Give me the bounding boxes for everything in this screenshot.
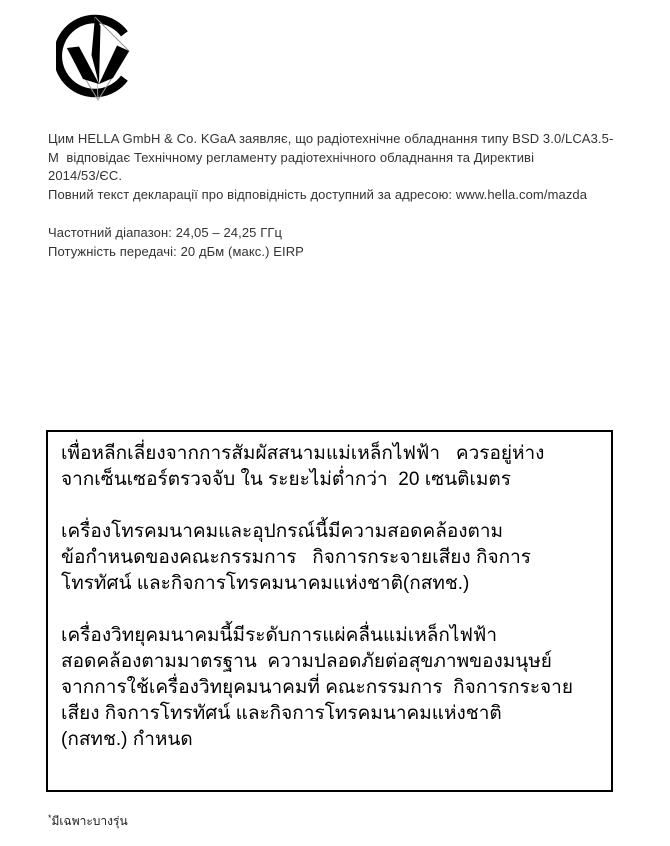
text-line: Потужність передачі: 20 дБм (макс.) EIRP	[48, 243, 304, 259]
declaration-of-conformity-text	[48, 130, 613, 204]
text-line: จากเซ็นเซอร์ตรวจจับ ใน ระยะไม่ต่ำกว่า 20 เซนติเมตร	[61, 469, 511, 490]
thai-emf-standard-paragraph	[61, 623, 605, 753]
ukrsepro-conformity-mark	[56, 7, 140, 107]
text-line: โทรทัศน์ และกิจการโทรคมนาคมแห่งชาติ(กสทช.)	[61, 573, 470, 594]
text-line: ข้อกำหนดของคณะกรรมการ กิจการกระจายเสียง กิจการ	[61, 547, 531, 568]
text-line: 2014/53/ЄС.	[48, 168, 123, 183]
footnote	[48, 812, 128, 831]
footnote-text: มีเฉพาะบางรุ่น	[51, 814, 128, 828]
text-line: เสียง กิจการโทรทัศน์ และกิจการโทรคมนาคมแห่งชาติ	[61, 703, 502, 724]
trident-in-circle-icon	[56, 7, 140, 107]
text-line: เครื่องโทรคมนาคมและอุปกรณ์นี้มีความสอดคล้องตาม	[61, 521, 504, 542]
thai-regulatory-notice-box	[46, 430, 613, 792]
text-line: สอดคล้องตามมาตรฐาน ความปลอดภัยต่อสุขภาพของมนุษย์	[61, 651, 552, 672]
text-line: (กสทช.) กำหนด	[61, 729, 193, 750]
text-line: จากการใช้เครื่องวิทยุคมนาคมที่ คณะกรรมการ กิจการกระจาย	[61, 677, 573, 698]
thai-nbtc-compliance-paragraph	[61, 519, 605, 597]
text-line: เครื่องวิทยุคมนาคมนี้มีระดับการแผ่คลื่นแม่เหล็กไฟฟ้า	[61, 625, 498, 646]
text-line: Повний текст декларації про відповідність доступний за адресою: www.hella.com/mazda	[48, 186, 588, 202]
text-line: เพื่อหลีกเลี่ยงจากการสัมผัสสนามแม่เหล็กไฟฟ้า ควรอยู่ห่าง	[61, 443, 545, 464]
text-line: Частотний діапазон: 24,05 – 24,25 ГГц	[48, 225, 283, 240]
thai-emf-distance-paragraph	[61, 441, 605, 493]
footnote-asterisk: *	[48, 813, 52, 823]
text-line: М відповідає Технічному регламенту радіотехнічного обладнання та Директиві	[48, 149, 535, 165]
radio-specs-text	[48, 224, 304, 261]
text-line: Цим HELLA GmbH & Co. KGaA заявляє, що радіотехнічне обладнання типу BSD 3.0/LCA3.5-	[48, 131, 614, 146]
